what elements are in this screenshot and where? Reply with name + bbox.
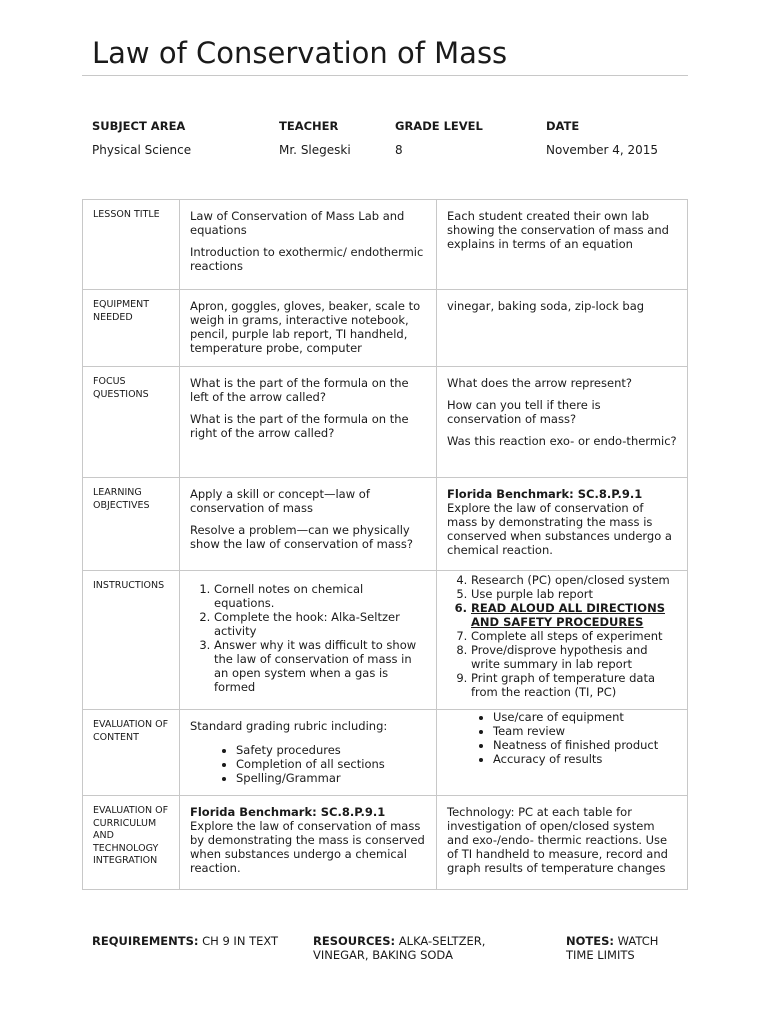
list-item: 5. Use purple lab report — [471, 587, 677, 601]
row-curriculum-integration — [83, 796, 688, 890]
benchmark-text: Explore the law of conservation of mass by demonstrating the mass is conserved when substances undergo a chemical reaction. — [190, 819, 425, 875]
requirements-label: REQUIREMENTS: — [92, 934, 199, 948]
list-item: 9. Print graph of temperature data from the reaction (TI, PC) — [471, 671, 677, 699]
row-equipment — [83, 290, 688, 367]
meta-grade-level — [395, 119, 483, 157]
row-label: INSTRUCTIONS — [83, 571, 180, 710]
list-item: 6. READ ALOUD ALL DIRECTIONS AND SAFETY PROCEDURES — [471, 601, 677, 629]
grade-level-label: GRADE LEVEL — [395, 119, 483, 133]
benchmark-heading: Florida Benchmark: SC.8.P.9.1 — [447, 487, 643, 501]
evaluation-cell-2 — [437, 710, 688, 796]
row-focus-questions — [83, 367, 688, 478]
benchmark-heading: Florida Benchmark: SC.8.P.9.1 — [190, 805, 386, 819]
objective-text: Apply a skill or concept—law of conservation of mass — [190, 487, 370, 515]
benchmark-text: Explore the law of conservation of mass by demonstrating the mass is conserved when substances undergo a chemical reaction. — [447, 501, 672, 557]
footer-requirements — [92, 934, 278, 948]
row-label: EVALUATION OF CURRICULUM AND TECHNOLOGY INTEGRATION — [83, 796, 180, 890]
focus-questions-cell — [180, 367, 437, 478]
instructions-list — [190, 582, 426, 694]
list-item: • Spelling/Grammar — [236, 771, 426, 785]
lesson-plan-table — [82, 199, 688, 890]
list-item: • Neatness of finished product — [493, 738, 677, 752]
evaluation-list — [190, 743, 426, 785]
instructions-cell-2 — [437, 571, 688, 710]
list-item: 1. Cornell notes on chemical equations. — [214, 582, 426, 610]
benchmark-cell — [437, 478, 688, 571]
focus-question: What is the part of the formula on the left of the arrow called? — [190, 376, 409, 404]
row-label: FOCUS QUESTIONS — [83, 367, 180, 478]
meta-subject-area — [92, 119, 191, 157]
subject-area-label: SUBJECT AREA — [92, 119, 186, 133]
focus-question: What is the part of the formula on the right of the arrow called? — [190, 412, 409, 440]
row-instructions — [83, 571, 688, 710]
row-label: EVALUATION OF CONTENT — [83, 710, 180, 796]
row-label: LESSON TITLE — [83, 200, 180, 290]
row-label: LEARNING OBJECTIVES — [83, 478, 180, 571]
list-item: • Completion of all sections — [236, 757, 426, 771]
date-value: November 4, 2015 — [546, 143, 659, 157]
row-label: EQUIPMENT NEEDED — [83, 290, 180, 367]
notes-value: WATCH TIME LIMITS — [566, 934, 659, 962]
lesson-title-cell — [180, 200, 437, 290]
grade-level-value: 8 — [395, 143, 403, 157]
list-item: 7. Complete all steps of experiment — [471, 629, 677, 643]
footer-resources — [313, 934, 513, 962]
meta-date — [546, 119, 658, 157]
list-item: 3. Answer why it was difficult to show the law of conservation of mass in an open system when a gas is formed — [214, 638, 426, 694]
resources-label: RESOURCES: — [313, 934, 396, 948]
evaluation-cell — [180, 710, 437, 796]
row-lesson-title — [83, 200, 688, 290]
list-item: • Safety procedures — [236, 743, 426, 757]
notes-label: NOTES: — [566, 934, 614, 948]
objective-text: Resolve a problem—can we physically show the law of conservation of mass? — [190, 523, 414, 551]
resources-value: ALKA-SELTZER, VINEGAR, BAKING SODA — [313, 934, 486, 962]
instructions-list-2 — [447, 573, 677, 699]
evaluation-list-2 — [447, 710, 677, 766]
teacher-value: Mr. Slegeski — [279, 143, 351, 157]
list-item: • Accuracy of results — [493, 752, 677, 766]
equipment-extra-cell: vinegar, baking soda, zip-lock bag — [437, 290, 688, 367]
technology-cell: Technology: PC at each table for investigation of open/closed system and exo-/endo- thermic reactions. Use of TI handheld to measure, record and graph results of temperature changes — [437, 796, 688, 890]
focus-questions-cell-2 — [437, 367, 688, 478]
row-evaluation-of-content — [83, 710, 688, 796]
title-divider — [82, 75, 688, 76]
focus-question: Was this reaction exo- or endo-thermic? — [447, 434, 677, 448]
curriculum-cell — [180, 796, 437, 890]
focus-question: How can you tell if there is conservation of mass? — [447, 398, 601, 426]
objectives-cell — [180, 478, 437, 571]
requirements-value: CH 9 IN TEXT — [202, 934, 279, 948]
meta-teacher — [279, 119, 351, 157]
focus-question: What does the arrow represent? — [447, 376, 632, 390]
evaluation-intro: Standard grading rubric including: — [190, 719, 388, 733]
date-label: DATE — [546, 119, 580, 133]
list-item: • Team review — [493, 724, 677, 738]
lesson-title-text: Law of Conservation of Mass Lab and equations — [190, 209, 405, 237]
teacher-label: TEACHER — [279, 119, 339, 133]
list-item: 8. Prove/disprove hypothesis and write summary in lab report — [471, 643, 677, 671]
subject-area-value: Physical Science — [92, 143, 192, 157]
list-item: • Use/care of equipment — [493, 710, 677, 724]
lesson-intro-text: Introduction to exothermic/ endothermic reactions — [190, 245, 424, 273]
row-learning-objectives — [83, 478, 688, 571]
lesson-detail-text: Each student created their own lab showing the conservation of mass and explains in terms of an equation — [447, 209, 669, 251]
lesson-title-detail-cell — [437, 200, 688, 290]
page-title: Law of Conservation of Mass — [92, 36, 508, 70]
list-item: 2. Complete the hook: Alka-Seltzer activity — [214, 610, 426, 638]
equipment-cell: Apron, goggles, gloves, beaker, scale to weigh in grams, interactive notebook, pencil, purple lab report, TI handheld, temperature probe, computer — [180, 290, 437, 367]
instructions-cell — [180, 571, 437, 710]
list-item: 4. Research (PC) open/closed system — [471, 573, 677, 587]
footer-notes — [566, 934, 676, 962]
